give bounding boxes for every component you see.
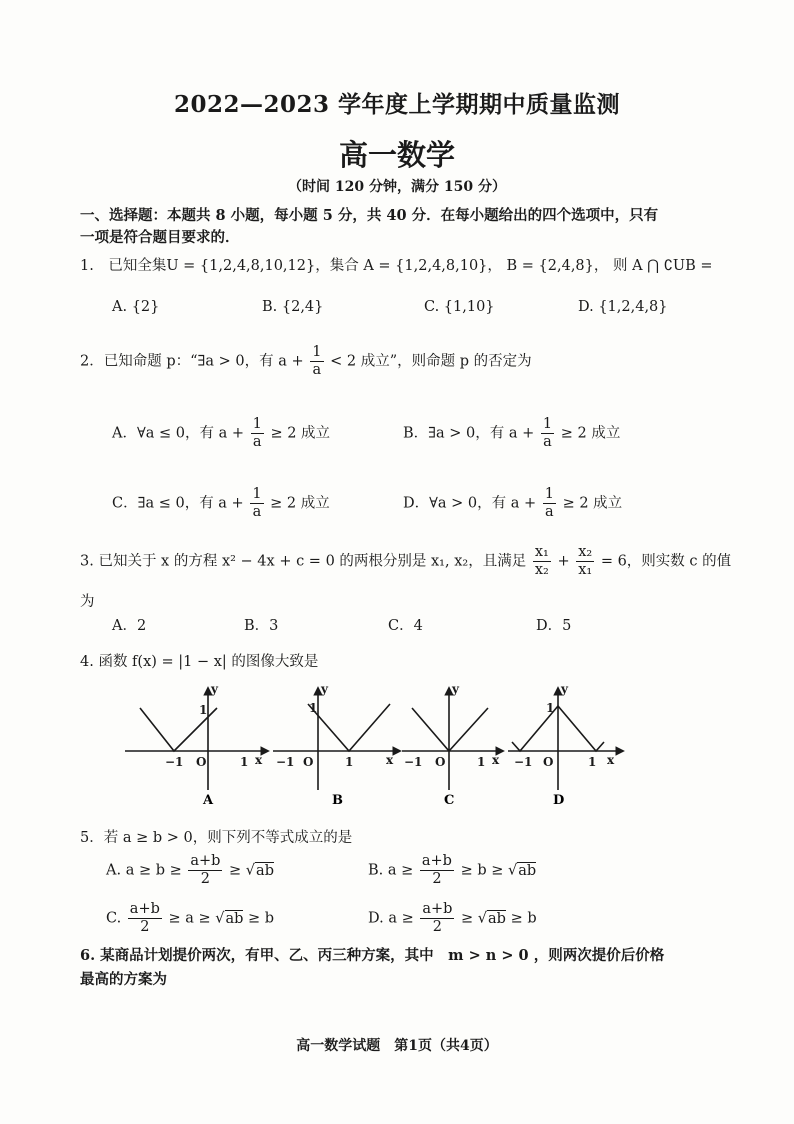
graph-d-y-label: y: [561, 682, 568, 696]
graph-c-origin: O: [435, 755, 446, 769]
section-heading-line2: 一项是符合题目要求的．: [80, 229, 240, 246]
q2-stem-part1: 2．已知命题 p：“∃a > 0，有 a +: [80, 353, 304, 370]
q1-stem: 1. 已知全集U = {1,2,4,8,10,12}，集合 A = {1,2,4,8,10}， B = {2,4,8}， 则 A ⋂ ∁UB =: [80, 258, 713, 274]
graph-a-y-label: y: [211, 682, 218, 696]
graph-d-one-y: 1: [546, 701, 555, 715]
section-heading-line1: 一、选择题：本题共 8 小题，每小题 5 分，共 40 分．在每小题给出的四个选项中，只有: [80, 207, 659, 224]
q3-stem: 3. 已知关于 x 的方程 x² − 4x + c = 0 的两根分别是 x₁, x₂，且满足 $\frac{\text{x₁}}{\text{x₂}}$ + $\frac{\text{x₂}}{\text{x₁}}$ = 6，则实数 c 的值: [80, 544, 732, 578]
q2-stem-fraction: $\frac{1}{a}$: [312, 344, 322, 378]
q2-option-c: C．∃a ≤ 0，有 a + $\frac{1}{a}$ ≥ 2 成立: [112, 486, 330, 520]
q5-stem: 5．若 a ≥ b > 0，则下列不等式成立的是: [80, 830, 353, 846]
graph-d-neg-one: −1: [514, 755, 533, 769]
graph-b-x-label: x: [386, 753, 394, 767]
q6-stem-line2: 最高的方案为: [80, 971, 167, 988]
subject-title: 高一数学: [338, 138, 455, 172]
graph-b-label: B: [332, 793, 343, 808]
page-footer: 高一数学试题 第1页（共4页）: [296, 1038, 498, 1054]
exam-info: （时间 120 分钟，满分 150 分）: [288, 179, 506, 195]
graph-d: [508, 688, 623, 790]
graph-a-x-label: x: [255, 753, 263, 767]
q5-option-c: C. $\frac{a+b}{2}$ ≥ a ≥ √ab ≥ b: [106, 901, 275, 935]
q2-option-d: D．∀a > 0，有 a + $\frac{1}{a}$ ≥ 2 成立: [403, 486, 623, 520]
q3-option-b: B．3: [244, 618, 279, 634]
graph-d-x-label: x: [607, 753, 615, 767]
graph-a: [125, 688, 268, 790]
graph-c-y-label: y: [452, 682, 459, 696]
q2-stem: [80, 344, 532, 379]
exam-title: 2022—2023 学年度上学期期中质量监测: [173, 91, 621, 118]
graph-c-x-label: x: [492, 753, 500, 767]
q1-option-c: C. {1,10}: [424, 299, 495, 315]
q5-option-a: A. a ≥ b ≥ $\frac{a+b}{2}$ ≥ √ab: [106, 853, 274, 887]
q1-option-b: B. {2,4}: [262, 299, 324, 315]
graph-b-neg-one: −1: [276, 755, 295, 769]
graph-a-one-y: 1: [199, 703, 208, 717]
graph-d-one-x: 1: [588, 755, 597, 769]
q3-stem-end: 为: [80, 594, 95, 610]
graph-b-origin: O: [303, 755, 314, 769]
graph-a-neg-one: −1: [165, 755, 184, 769]
q4-stem: 4. 函数 f(x) = |1 − x| 的图像大致是: [80, 654, 319, 670]
graph-b-one-y: 1: [309, 701, 318, 715]
graph-c-label: C: [444, 793, 455, 808]
q4-graphs: [0, 680, 794, 810]
graph-b-y-label: y: [321, 682, 328, 696]
q3-option-a: A．2: [112, 618, 147, 634]
q1-option-a: A. {2}: [112, 299, 160, 315]
q5-option-d: D. a ≥ $\frac{a+b}{2}$ ≥ √ab ≥ b: [368, 901, 537, 935]
graph-b-one-x: 1: [345, 755, 354, 769]
q2-stem-part2: < 2 成立”，则命题 p 的否定为: [330, 353, 532, 370]
q2-option-a: A．∀a ≤ 0，有 a + $\frac{1}{a}$ ≥ 2 成立: [112, 416, 331, 450]
graph-d-label: D: [553, 793, 565, 808]
q6-stem-line1: 6. 某商品计划提价两次，有甲、乙、丙三种方案，其中 m > n > 0 ，则两次提价后价格: [80, 947, 665, 964]
graph-a-label: A: [203, 793, 214, 808]
q2-option-b: B．∃a > 0，有 a + $\frac{1}{a}$ ≥ 2 成立: [403, 416, 621, 450]
graph-a-origin: O: [196, 755, 207, 769]
graph-a-one-x: 1: [240, 755, 249, 769]
graph-d-origin: O: [543, 755, 554, 769]
q5-option-b: B. a ≥ $\frac{a+b}{2}$ ≥ b ≥ √ab: [368, 853, 537, 887]
graph-c-neg-one: −1: [404, 755, 423, 769]
q3-option-c: C．4: [388, 618, 423, 634]
q1-option-d: D. {1,2,4,8}: [578, 299, 668, 315]
graph-b: [273, 688, 400, 790]
graph-c: [402, 688, 503, 790]
graph-c-one-x: 1: [477, 755, 486, 769]
q3-option-d: D．5: [536, 618, 572, 634]
